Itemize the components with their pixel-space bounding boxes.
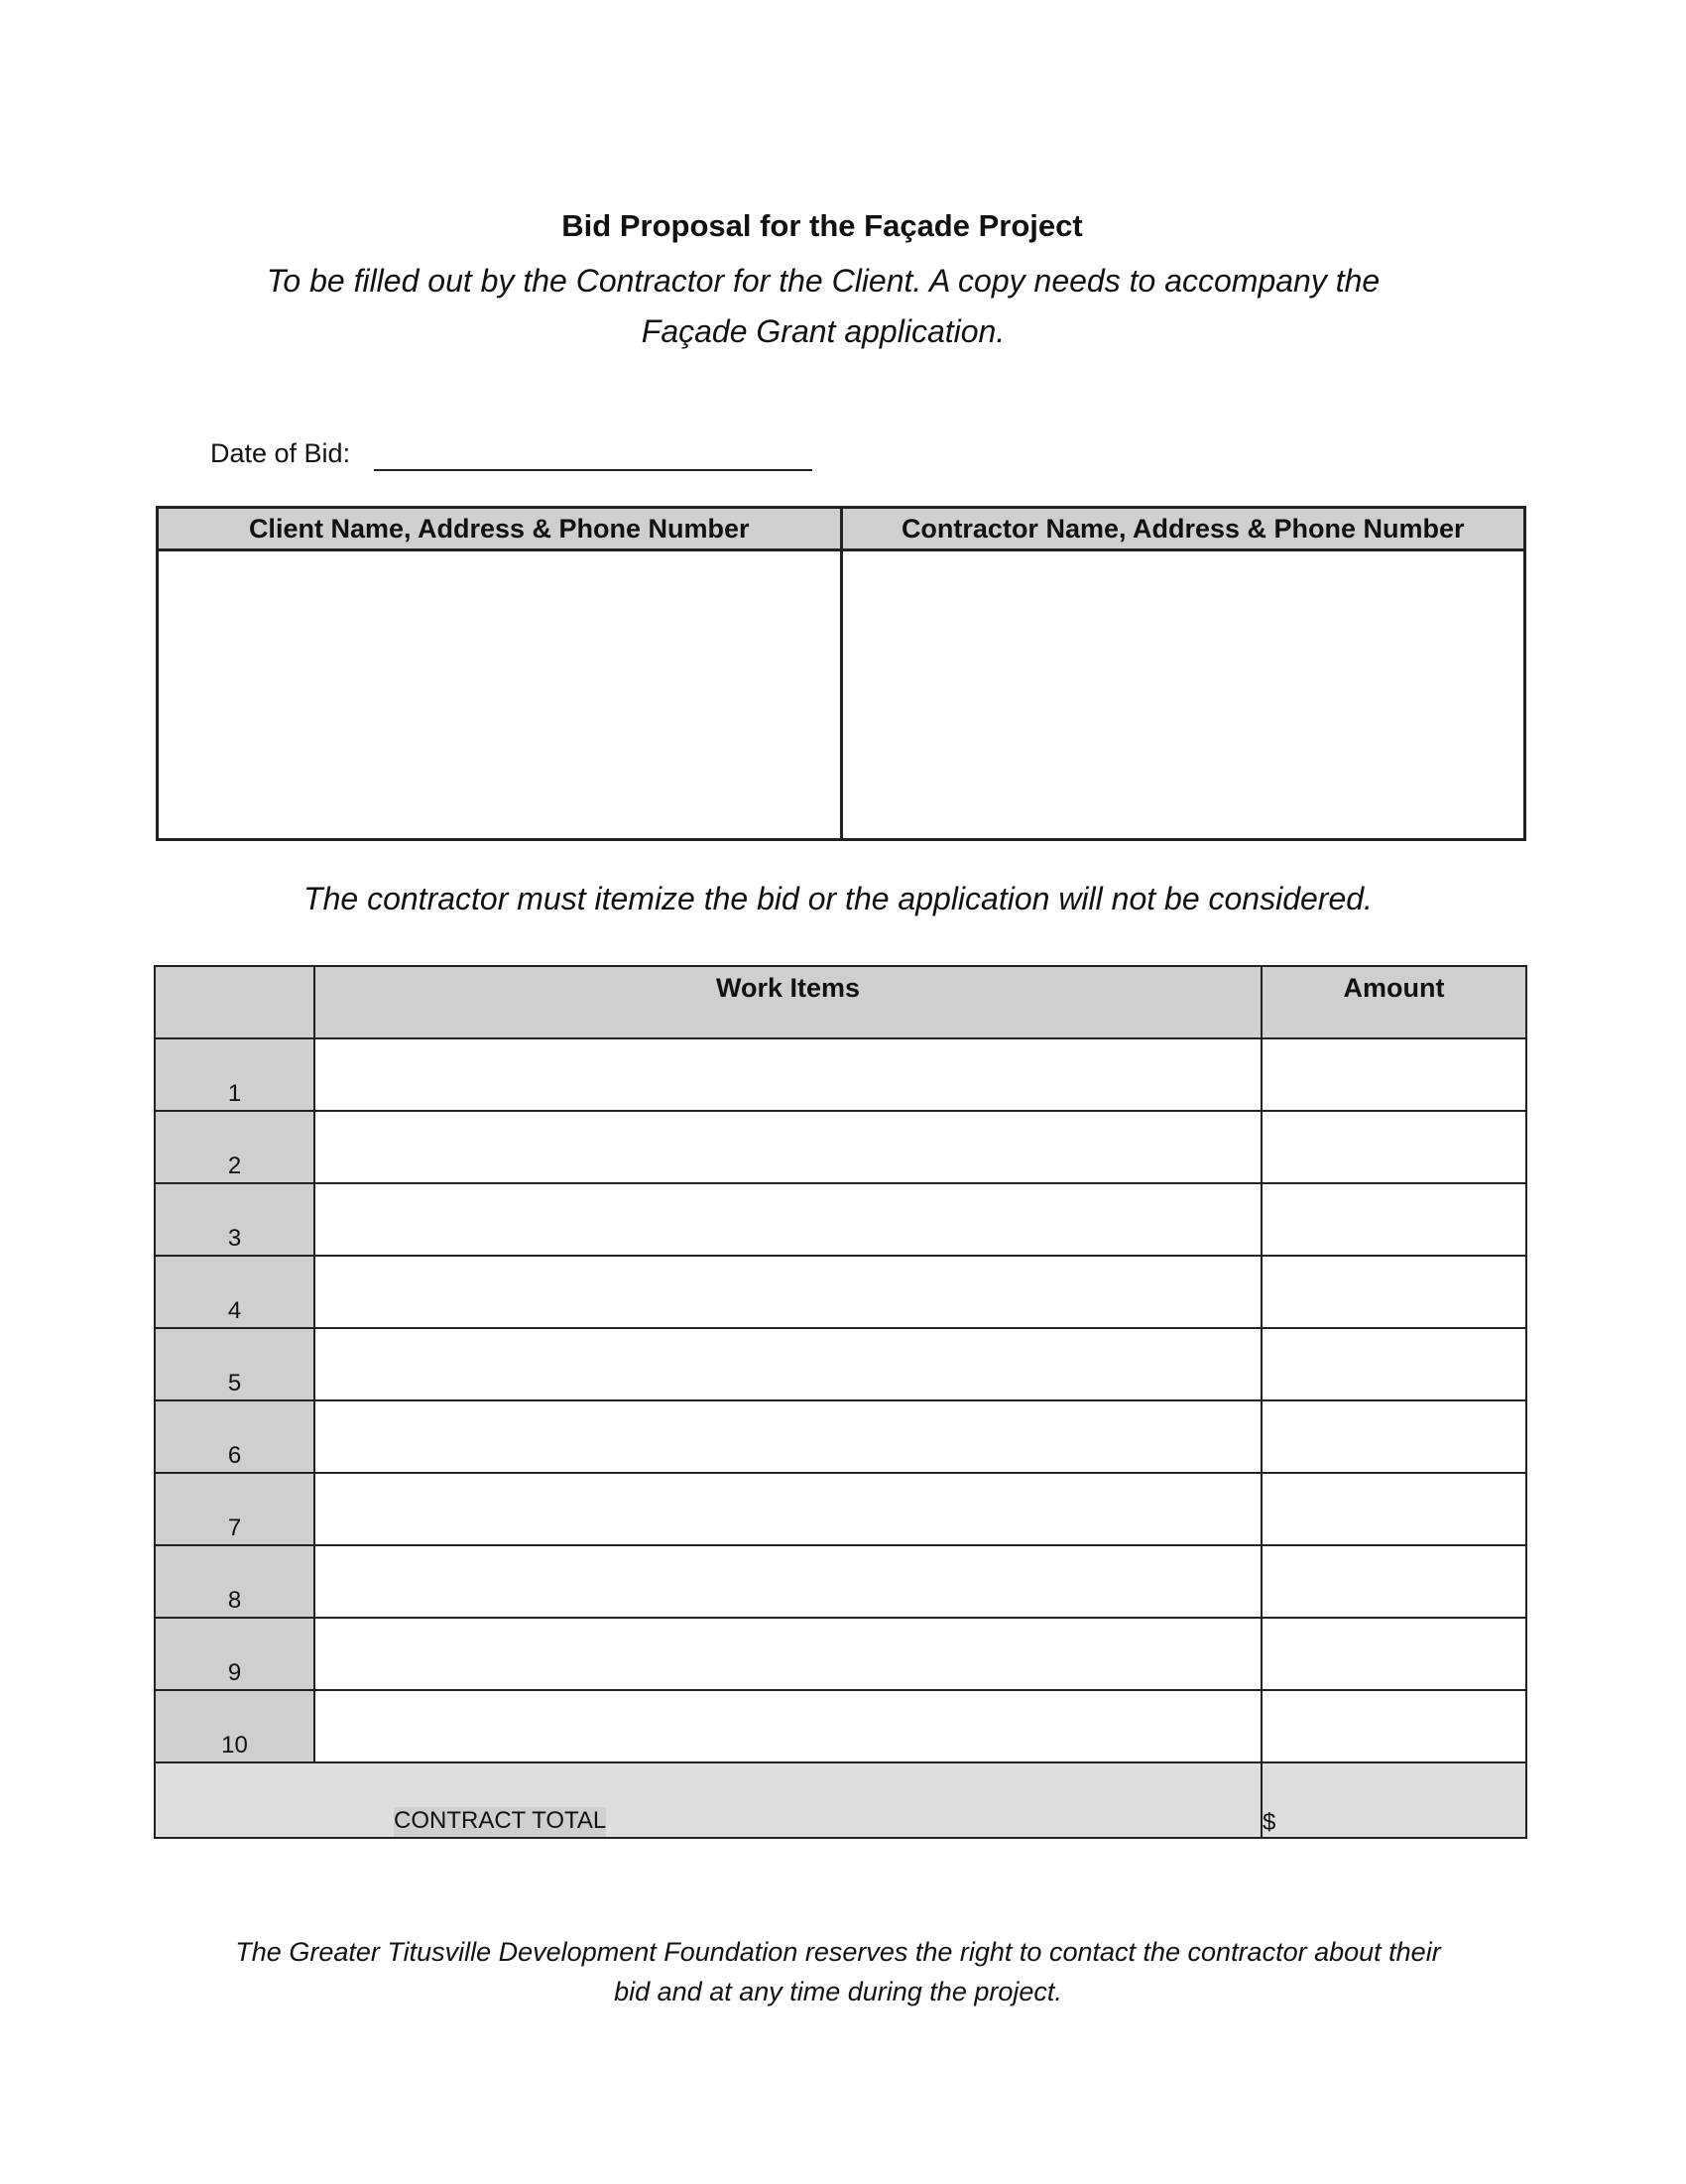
work-item-field[interactable] — [314, 1618, 1262, 1690]
amount-field[interactable] — [1262, 1400, 1526, 1473]
amount-column-header: Amount — [1262, 966, 1526, 1038]
work-item-row — [155, 1256, 1526, 1328]
work-items-column-header: Work Items — [314, 966, 1262, 1038]
work-item-row — [155, 1038, 1526, 1111]
work-item-field[interactable] — [314, 1545, 1262, 1618]
work-item-field[interactable] — [314, 1183, 1262, 1256]
page-subtitle: To be filled out by the Contractor for the Client. A copy needs to accompany the Façade Grant application. — [266, 263, 1381, 349]
contract-total-cell — [155, 1762, 1262, 1838]
work-items-header-row — [155, 966, 1526, 1038]
work-item-field[interactable] — [314, 1690, 1262, 1762]
number-column-header — [155, 966, 314, 1038]
amount-field[interactable] — [1262, 1690, 1526, 1762]
work-item-row — [155, 1690, 1526, 1762]
amount-field[interactable] — [1262, 1256, 1526, 1328]
date-of-bid-label: Date of Bid: — [210, 438, 351, 468]
contractor-info-field[interactable] — [843, 551, 1524, 838]
work-items-table — [154, 965, 1525, 1839]
client-info-field[interactable] — [159, 551, 840, 838]
itemize-note: The contractor must itemize the bid or the application will not be considered. — [303, 881, 1373, 916]
client-column — [159, 509, 840, 838]
amount-field[interactable] — [1262, 1473, 1526, 1545]
work-item-field[interactable] — [314, 1038, 1262, 1111]
row-number: 3 — [155, 1183, 314, 1256]
contractor-column — [840, 509, 1524, 838]
row-number: 5 — [155, 1328, 314, 1400]
amount-field[interactable] — [1262, 1545, 1526, 1618]
work-item-field[interactable] — [314, 1473, 1262, 1545]
amount-field[interactable] — [1262, 1111, 1526, 1183]
row-number: 7 — [155, 1473, 314, 1545]
work-item-row — [155, 1400, 1526, 1473]
work-item-field[interactable] — [314, 1400, 1262, 1473]
work-item-row — [155, 1618, 1526, 1690]
amount-field[interactable] — [1262, 1328, 1526, 1400]
row-number: 10 — [155, 1690, 314, 1762]
work-item-row — [155, 1111, 1526, 1183]
amount-field[interactable] — [1262, 1038, 1526, 1111]
row-number: 8 — [155, 1545, 314, 1618]
parties-table — [156, 506, 1526, 841]
row-number: 2 — [155, 1111, 314, 1183]
page-title: Bid Proposal for the Façade Project — [561, 208, 1083, 243]
work-item-field[interactable] — [314, 1328, 1262, 1400]
row-number: 9 — [155, 1618, 314, 1690]
work-item-field[interactable] — [314, 1256, 1262, 1328]
amount-field[interactable] — [1262, 1618, 1526, 1690]
contract-total-label: CONTRACT TOTAL — [394, 1807, 606, 1837]
contract-total-amount-field[interactable]: $ — [1262, 1762, 1526, 1838]
work-item-row — [155, 1545, 1526, 1618]
work-item-row — [155, 1328, 1526, 1400]
row-number: 6 — [155, 1400, 314, 1473]
row-number: 4 — [155, 1256, 314, 1328]
work-item-row — [155, 1183, 1526, 1256]
row-number: 1 — [155, 1038, 314, 1111]
date-of-bid-field[interactable] — [374, 469, 812, 471]
amount-field[interactable] — [1262, 1183, 1526, 1256]
contract-total-row — [155, 1762, 1526, 1838]
client-header: Client Name, Address & Phone Number — [159, 509, 840, 551]
contractor-header: Contractor Name, Address & Phone Number — [843, 509, 1524, 551]
work-item-row — [155, 1473, 1526, 1545]
work-item-field[interactable] — [314, 1111, 1262, 1183]
footer-note: The Greater Titusville Development Foundation reserves the right to contact the contractor about their bid and at any time during the project. — [235, 1937, 1441, 2006]
